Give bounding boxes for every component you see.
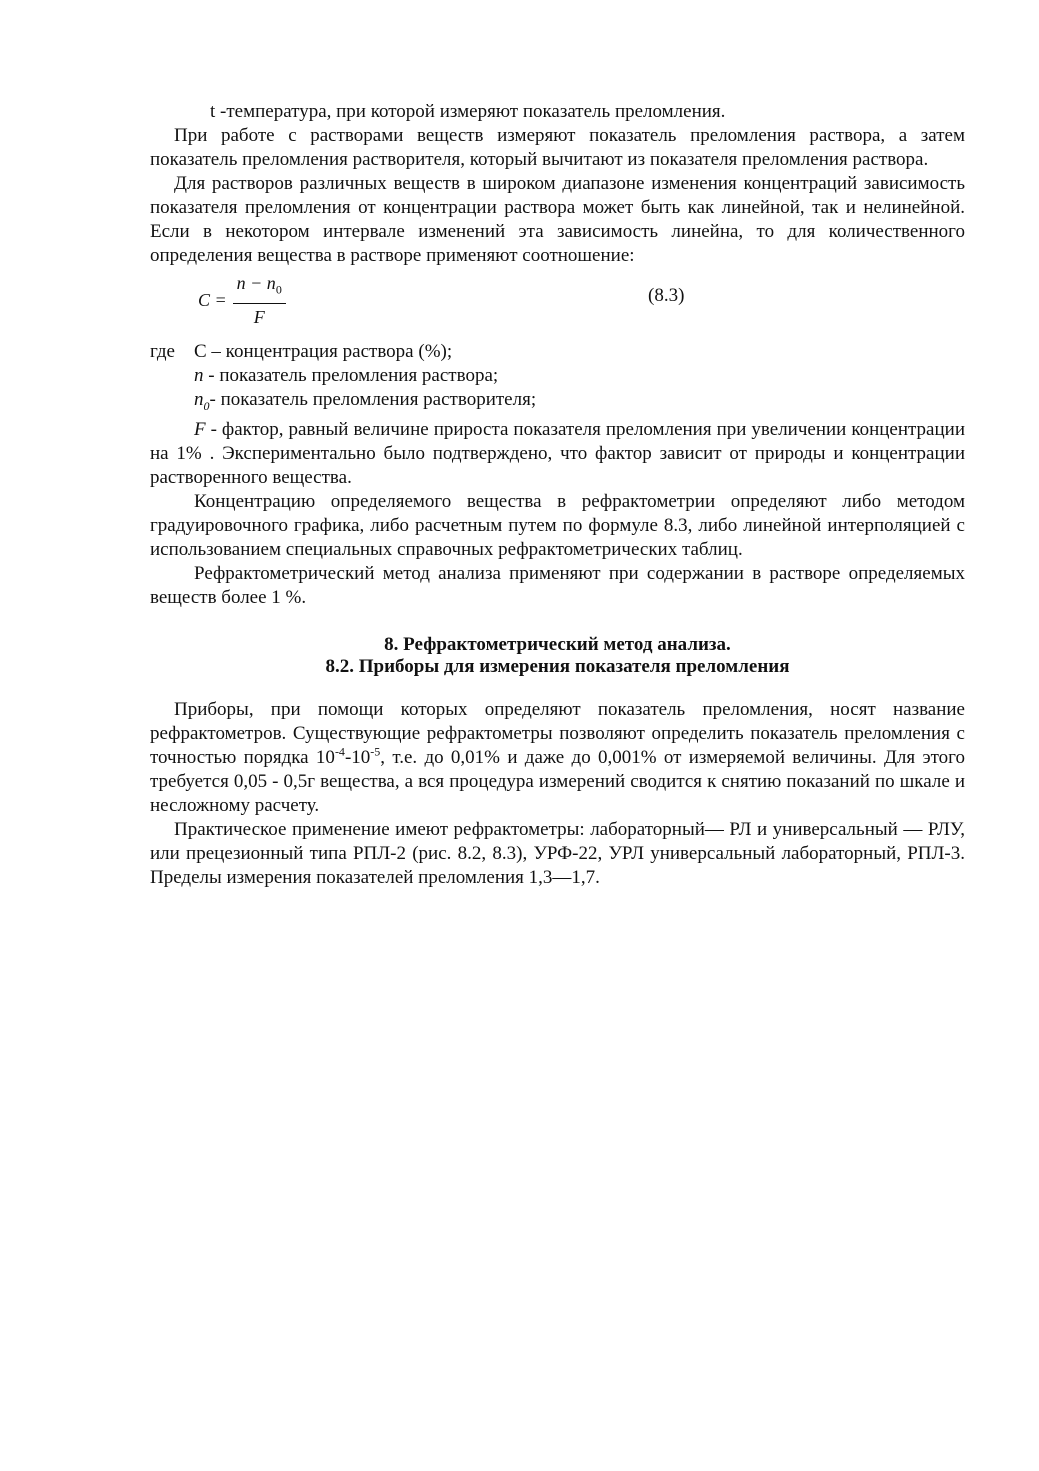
definition-c <box>150 340 965 364</box>
numerator-text: n − n <box>236 273 276 293</box>
definition-n <box>150 364 965 388</box>
formula-denominator: F <box>253 306 265 327</box>
temperature-line: t -температура, при которой измеряют показатель преломления. <box>210 101 726 122</box>
formula-expression <box>198 272 286 328</box>
definition-f <box>150 418 965 490</box>
subsection-heading: 8.2. Приборы для измерения показателя преломления <box>325 655 790 677</box>
formula-8-3 <box>150 272 965 330</box>
formula-numerator <box>233 272 286 304</box>
paragraph-dependence: Для растворов различных веществ в широком диапазоне изменения концентраций зависимость показателя преломления от концентрации раствора может быть как линейной, так и нелинейной. Если в некотором интервале изменений эта зависимость линейна, то для количественного определения вещества в растворе применяют соотношение: <box>150 173 965 266</box>
definition-c-text: С – концентрация раствора (%); <box>194 341 453 362</box>
refractometers-text-1: Приборы, при помощи которых определяют показатель преломления, носят название рефрактометров. Существующие рефрактометры позволяют определить показатель преломления с точностью порядка 10 <box>150 698 965 768</box>
superscript-minus-5: -5 <box>370 744 381 759</box>
symbol-n0-subscript: 0 <box>203 398 210 413</box>
formula-lhs: C = <box>198 289 227 310</box>
numerator-subscript: 0 <box>275 282 282 297</box>
symbol-n0: n <box>194 389 204 410</box>
document-page <box>150 100 965 890</box>
equation-number: (8.3) <box>648 285 685 306</box>
definition-n-text: - показатель преломления раствора; <box>203 365 499 386</box>
section-heading: 8. Рефрактометрический метод анализа. <box>384 633 731 655</box>
formula-fraction <box>233 272 286 328</box>
symbol-n: n <box>194 365 204 386</box>
paragraph-concentration: Концентрацию определяемого вещества в рефрактометрии определяют либо методом градуировочного графика, либо расчетным путем по формуле 8.3, либо линейной интерполяцией с использованием специальных справочных рефрактометрических таблиц. <box>150 490 965 560</box>
spacer <box>150 678 965 698</box>
where-label: где <box>150 341 175 362</box>
spacer <box>150 610 965 634</box>
paragraph-method-use: Рефрактометрический метод анализа применяют при содержании в растворе определяемых веществ более 1 %. <box>150 562 965 608</box>
definition-n0 <box>150 388 965 418</box>
refractometers-text-2: , т.е. до 0,01% и даже до 0,001% от измеряемой величины. Для этого требуется 0,05 - 0,5г вещества, а вся процедура измерений сводится к снятию показаний по шкале и несложному расчету. <box>150 746 965 816</box>
symbol-f: F <box>194 418 206 440</box>
paragraph-practical-use: Практическое применение имеют рефрактометры: лабораторный— РЛ и универсальный — РЛУ, или прецезионный типа РПЛ-2 (рис. 8.2, 8.3), УРФ-22, УРЛ универсальный лабораторный, РПЛ-3. Пределы измерения показателей преломления 1,3—1,7. <box>150 818 965 888</box>
paragraph-solutions: При работе с растворами веществ измеряют показатель преломления раствора, а затем показатель преломления растворителя, который вычитают из показателя преломления раствора. <box>150 125 965 170</box>
paragraph-refractometers <box>150 698 965 818</box>
definition-f-text: - фактор, равный величине прироста показателя преломления при увеличении концентрации на 1% . Экспериментально было подтверждено, что фактор зависит от природы и концентрации растворенного вещества. <box>150 418 965 488</box>
definition-n0-text: - показатель преломления растворителя; <box>209 389 537 410</box>
refractometers-text-mid: -10 <box>344 746 371 768</box>
superscript-minus-4: -4 <box>334 744 345 759</box>
